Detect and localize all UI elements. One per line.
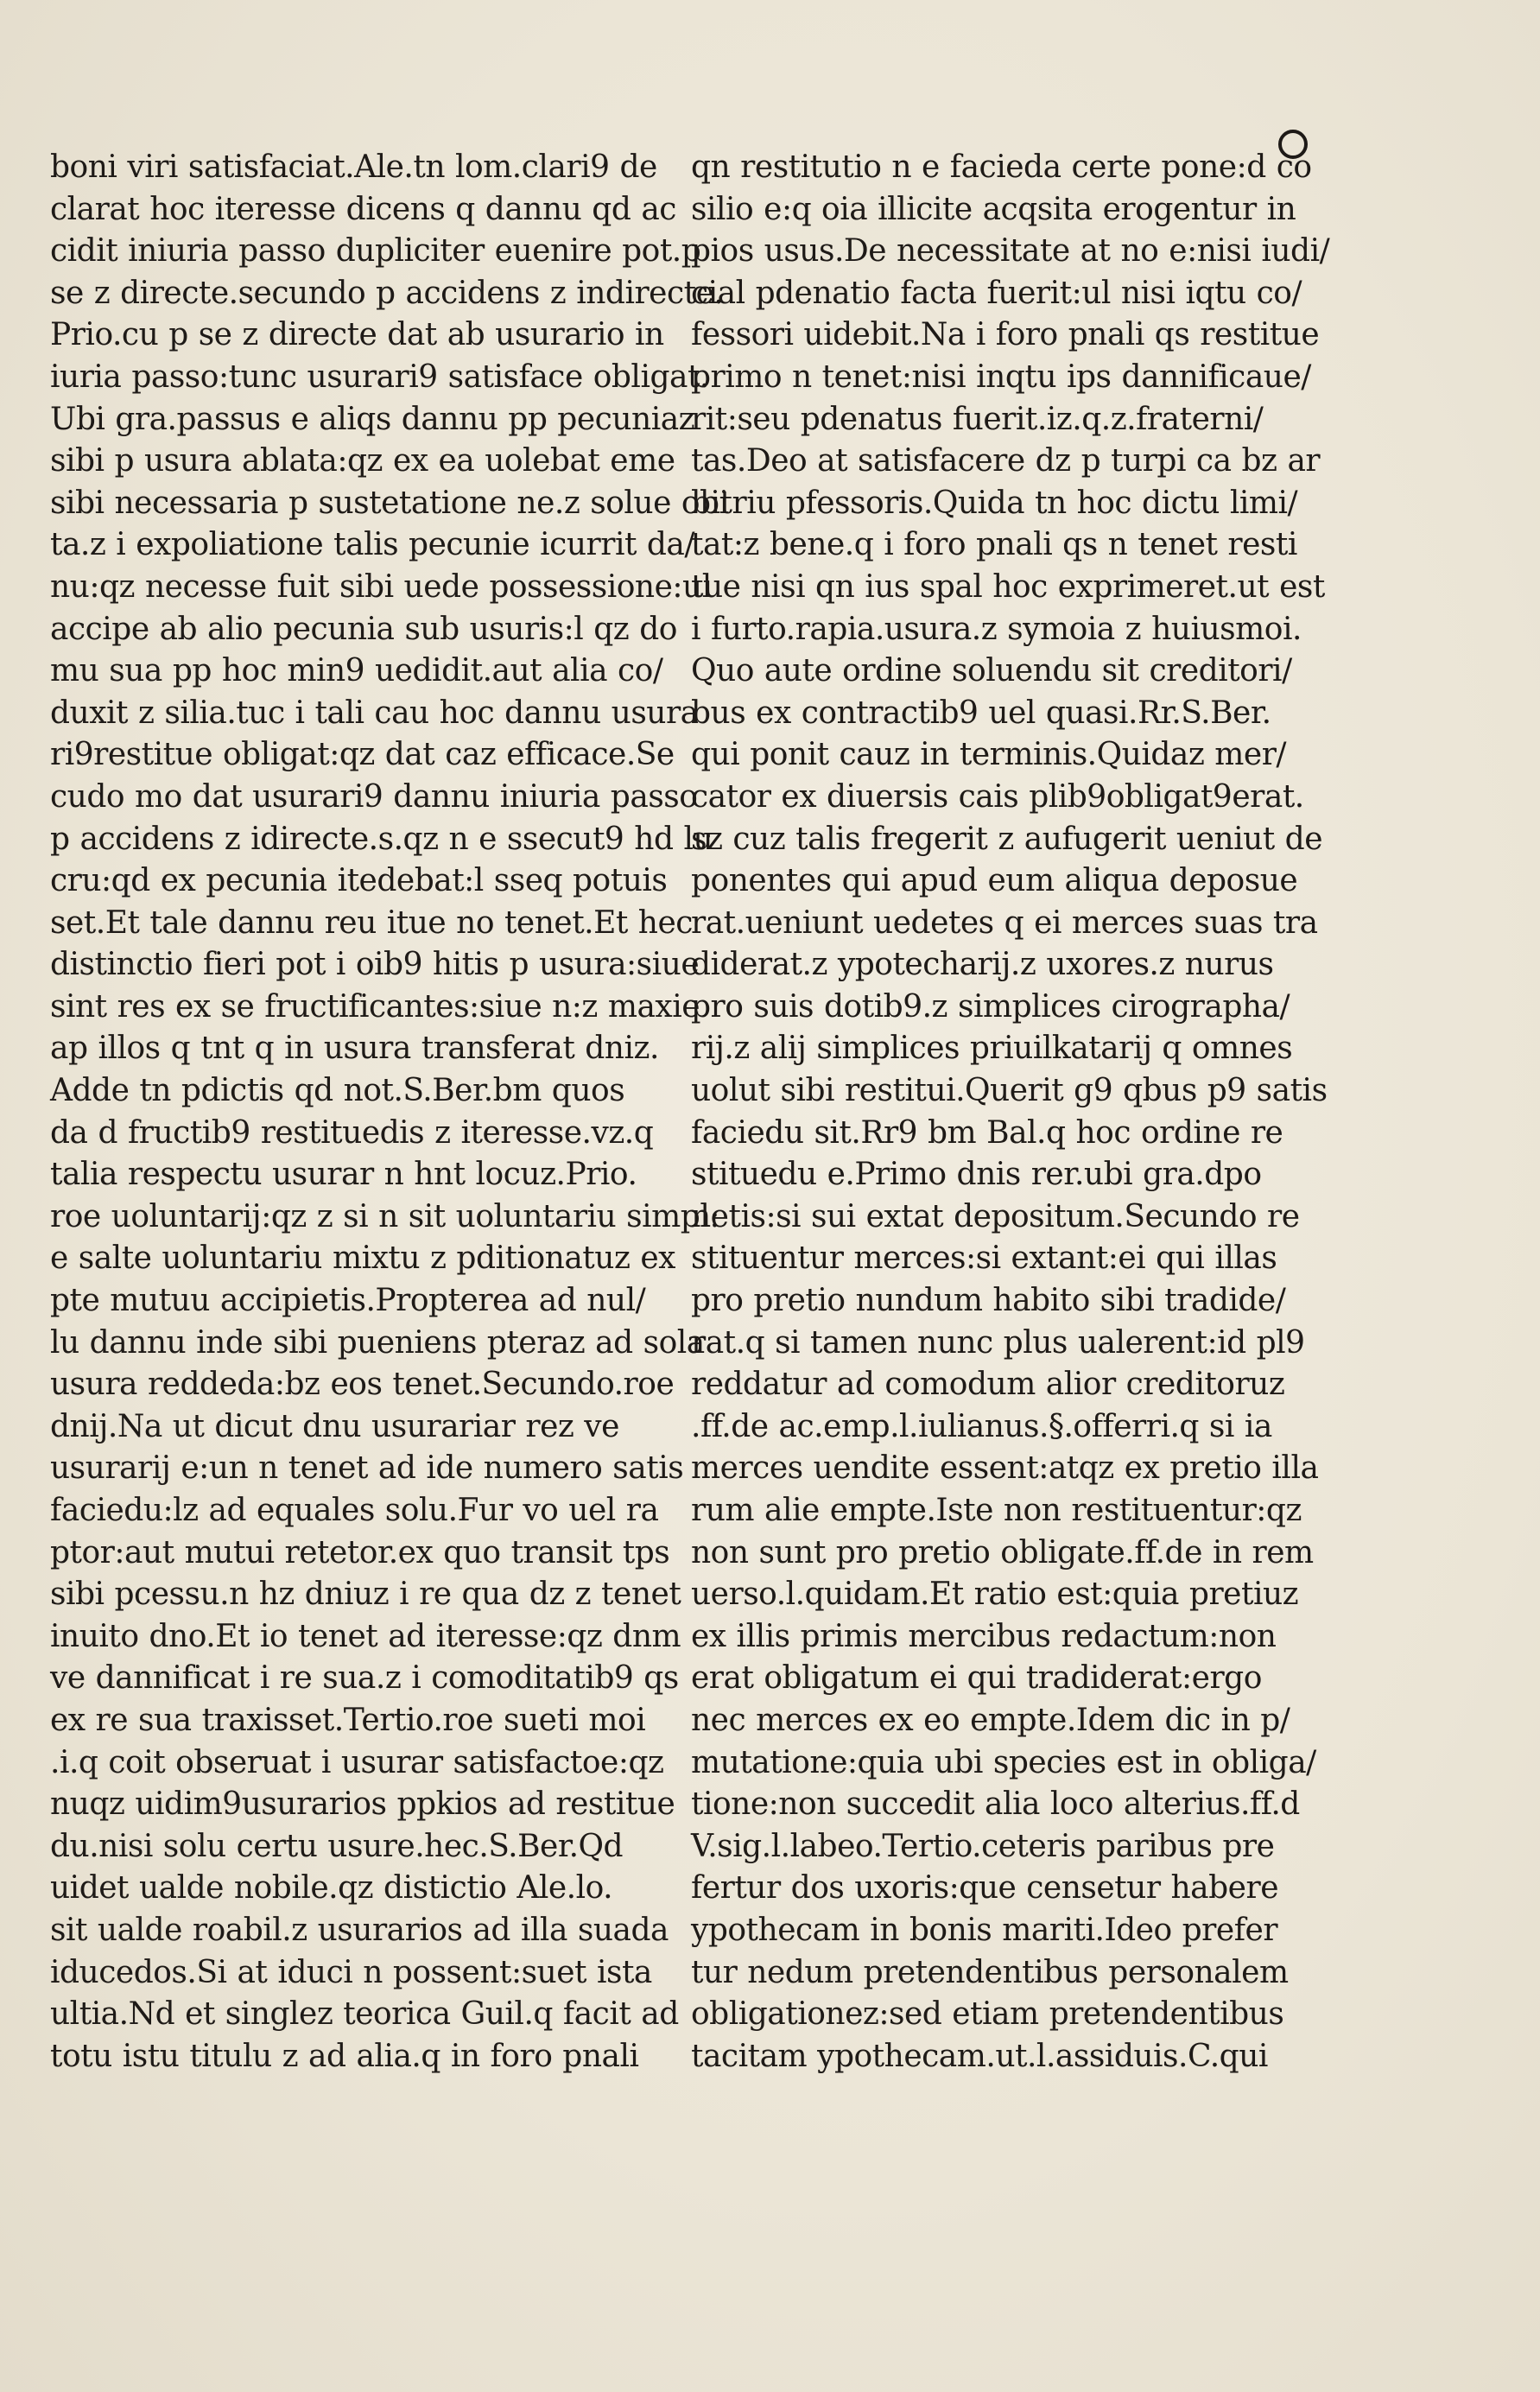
text-line: netis:si sui extat depositum.Secundo re xyxy=(691,1198,1300,1234)
text-line: Ubi gra.passus e aliqs dannu pp pecuniaz xyxy=(50,401,695,437)
text-line: p accidens z idirecte.s.qz n e ssecut9 hd lu xyxy=(50,821,713,857)
text-line: cator ex diuersis cais plib9obligat9erat. xyxy=(691,778,1304,815)
text-line: sit ualde roabil.z usurarios ad illa suada xyxy=(50,1912,669,1948)
text-line: nuqz uidim9usurarios ppkios ad restitue xyxy=(50,1786,675,1823)
text-line: faciedu sit.Rr9 bm Bal.q hoc ordine re xyxy=(691,1114,1283,1151)
text-line: sibi pcessu.n hz dniuz i re qua dz z tenet xyxy=(50,1577,681,1613)
text-line: tat:z bene.q i foro pnali qs n tenet resti xyxy=(691,527,1297,563)
text-line: cudo mo dat usurari9 dannu iniuria passo xyxy=(50,778,698,815)
text-line: tione:non succedit alia loco alterius.ff.d xyxy=(691,1786,1300,1823)
text-line: boni viri satisfaciat.Ale.tn lom.clari9 de xyxy=(50,149,657,185)
text-line: roe uoluntarij:qz z si n sit uoluntariu simpl: xyxy=(50,1198,719,1234)
text-line: reddatur ad comodum alior creditoruz xyxy=(691,1367,1285,1403)
text-line: rat.ueniunt uedetes q ei merces suas tra xyxy=(691,904,1318,941)
text-line: pro suis dotib9.z simplices cirographa/ xyxy=(691,988,1290,1025)
left-text-column xyxy=(50,147,729,2078)
text-line: ultia.Nd et singlez teorica Guil.q facit ad xyxy=(50,1996,679,2033)
text-line: erat obligatum ei qui tradiderat:ergo xyxy=(691,1660,1262,1697)
text-line: tacitam ypothecam.ut.l.assiduis.C.qui xyxy=(691,2038,1268,2074)
text-line: set.Et tale dannu reu itue no tenet.Et hec xyxy=(50,904,693,941)
text-line: rat.q si tamen nunc plus ualerent:id pl9 xyxy=(691,1324,1305,1361)
text-line: ri9restitue obligat:qz dat caz efficace.Se xyxy=(50,737,675,773)
text-line: duxit z silia.tuc i tali cau hoc dannu usura xyxy=(50,695,699,731)
text-line: ponentes qui apud eum aliqua deposue xyxy=(691,863,1298,899)
text-line: tue nisi qn ius spal hoc exprimeret.ut est xyxy=(691,568,1325,605)
text-line: sibi necessaria p sustetatione ne.z solue obi xyxy=(50,485,729,521)
text-line: e salte uoluntariu mixtu z pditionatuz ex xyxy=(50,1240,675,1277)
text-line: usura reddeda:bz eos tenet.Secundo.roe xyxy=(50,1367,675,1403)
text-line: totu istu titulu z ad alia.q in foro pnali xyxy=(50,2038,639,2074)
text-line: rum alie empte.Iste non restituentur:qz xyxy=(691,1493,1302,1528)
text-line: Adde tn pdictis qd not.S.Ber.bm quos xyxy=(50,1073,625,1109)
text-line: .ff.de ac.emp.l.iulianus.§.offerri.q si ia xyxy=(691,1408,1272,1444)
text-line: sibi p usura ablata:qz ex ea uolebat eme xyxy=(50,443,675,479)
text-line: du.nisi solu certu usure.hec.S.Ber.Qd xyxy=(50,1828,624,1864)
text-line: uolut sibi restitui.Querit g9 qbus p9 satis xyxy=(691,1073,1328,1109)
text-line: bitriu pfessoris.Quida tn hoc dictu limi/ xyxy=(691,485,1298,521)
text-line: Prio.cu p se z directe dat ab usurario in xyxy=(50,317,664,353)
text-line: obligationez:sed etiam pretendentibus xyxy=(691,1996,1284,2033)
text-line: ap illos q tnt q in usura transferat dniz. xyxy=(50,1031,659,1067)
text-line: inuito dno.Et io tenet ad iteresse:qz dnm xyxy=(50,1618,681,1654)
text-line: fessori uidebit.Na i foro pnali qs restitue xyxy=(691,317,1320,353)
text-line: sz cuz talis fregerit z aufugerit ueniut de xyxy=(691,821,1323,857)
text-line: se z directe.secundo p accidens z indirecte. xyxy=(50,275,724,311)
text-line: dnij.Na ut dicut dnu usurariar rez ve xyxy=(50,1408,619,1444)
text-line: pte mutuu accipietis.Propterea ad nul/ xyxy=(50,1283,646,1319)
text-line: talia respectu usurar n hnt locuz.Prio. xyxy=(50,1157,637,1193)
text-line: sint res ex se fructificantes:siue n:z maxie xyxy=(50,988,700,1025)
text-line: bus ex contractib9 uel quasi.Rr.S.Ber. xyxy=(691,695,1271,731)
text-line: rij.z alij simplices priuilkatarij q omnes xyxy=(691,1031,1293,1067)
text-line: ex illis primis mercibus redactum:non xyxy=(691,1618,1277,1654)
text-line: i furto.rapia.usura.z symoia z huiusmoi. xyxy=(691,611,1302,647)
text-line: ta.z i expoliatione talis pecunie icurrit da/ xyxy=(50,527,695,563)
text-line: qn restitutio n e facieda certe pone:d co xyxy=(691,149,1312,185)
text-line: pro pretio nundum habito sibi tradide/ xyxy=(691,1283,1286,1319)
text-line: ypothecam in bonis mariti.Ideo prefer xyxy=(691,1912,1278,1948)
text-line: pios usus.De necessitate at no e:nisi iudi/ xyxy=(691,233,1330,270)
text-line: ex re sua traxisset.Tertio.roe sueti moi xyxy=(50,1702,646,1738)
text-line: da d fructib9 restituedis z iteresse.vz.q xyxy=(50,1114,654,1151)
text-line: ptor:aut mutui retetor.ex quo transit tps xyxy=(50,1534,670,1570)
text-line: merces uendite essent:atqz ex pretio illa xyxy=(691,1450,1319,1487)
text-line: non sunt pro pretio obligate.ff.de in rem xyxy=(691,1534,1314,1570)
text-line: usurarij e:un n tenet ad ide numero satis xyxy=(50,1450,684,1487)
right-text-column xyxy=(691,147,1330,2078)
text-line: stituedu e.Primo dnis rer.ubi gra.dpo xyxy=(691,1157,1262,1193)
text-line: lu dannu inde sibi pueniens pteraz ad sola xyxy=(50,1324,705,1361)
text-line: rit:seu pdenatus fuerit.iz.q.z.fraterni/ xyxy=(691,401,1264,437)
text-line: cidit iniuria passo dupliciter euenire pot.p xyxy=(50,233,701,270)
text-line: .i.q coit obseruat i usurar satisfactoe:qz xyxy=(50,1744,664,1780)
text-line: tas.Deo at satisfacere dz p turpi ca bz ar xyxy=(691,443,1321,479)
text-line: ve dannificat i re sua.z i comoditatib9 qs xyxy=(50,1660,679,1697)
text-line: iuria passo:tunc usurari9 satisface obligat. xyxy=(50,358,709,395)
text-line: cru:qd ex pecunia itedebat:l sseq potuis xyxy=(50,863,668,899)
text-line: V.sig.l.labeo.Tertio.ceteris paribus pre xyxy=(691,1828,1275,1864)
text-line: nu:qz necesse fuit sibi uede possessione:ul xyxy=(50,568,712,605)
text-line: accipe ab alio pecunia sub usuris:l qz do xyxy=(50,611,677,647)
text-line: nec merces ex eo empte.Idem dic in p/ xyxy=(691,1702,1290,1738)
text-line: uidet ualde nobile.qz distictio Ale.lo. xyxy=(50,1870,613,1907)
text-line: uerso.l.quidam.Et ratio est:quia pretiuz xyxy=(691,1577,1299,1613)
text-line: iducedos.Si at iduci n possent:suet ista xyxy=(50,1954,652,1990)
text-line: Quo aute ordine soluendu sit creditori/ xyxy=(691,653,1292,689)
text-line: stituentur merces:si extant:ei qui illas xyxy=(691,1240,1277,1277)
text-line: distinctio fieri pot i oib9 hitis p usura:siue xyxy=(50,947,700,983)
text-line: tur nedum pretendentibus personalem xyxy=(691,1954,1289,1990)
text-line: cial pdenatio facta fuerit:ul nisi iqtu co/ xyxy=(691,275,1302,311)
text-line: fertur dos uxoris:que censetur habere xyxy=(691,1870,1278,1907)
text-line: clarat hoc iteresse dicens q dannu qd ac xyxy=(50,191,676,227)
text-line: mutatione:quia ubi species est in obliga/ xyxy=(691,1744,1316,1780)
text-line: mu sua pp hoc min9 uedidit.aut alia co/ xyxy=(50,653,663,689)
text-line: silio e:q oia illicite acqsita erogentur in xyxy=(691,191,1296,227)
text-line: faciedu:lz ad equales solu.Fur vo uel ra xyxy=(50,1493,659,1528)
text-line: qui ponit cauz in terminis.Quidaz mer/ xyxy=(691,737,1287,773)
text-line: primo n tenet:nisi inqtu ips dannificaue/ xyxy=(691,358,1311,395)
text-line: diderat.z ypotecharij.z uxores.z nurus xyxy=(691,947,1274,983)
